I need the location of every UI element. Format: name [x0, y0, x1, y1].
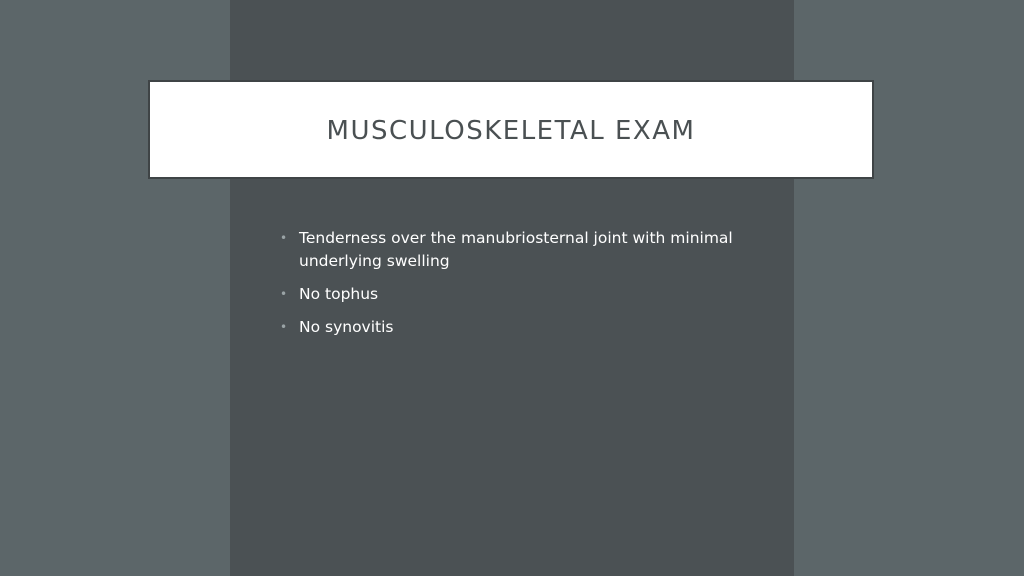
- bullet-item: [280, 316, 750, 339]
- bullet-text: Tenderness over the manubriosternal joint with minimal underlying swelling: [299, 229, 733, 270]
- bullet-text: No synovitis: [299, 318, 394, 336]
- bullet-marker-icon: •: [280, 287, 288, 301]
- bullet-marker-icon: •: [280, 231, 288, 245]
- bullet-item: [280, 283, 750, 306]
- bullet-text: No tophus: [299, 285, 379, 303]
- slide-title: MUSCULOSKELETAL EXAM: [326, 115, 696, 146]
- bullet-item: [280, 227, 750, 273]
- bullet-marker-icon: •: [280, 320, 288, 334]
- bullet-list: [280, 227, 750, 349]
- title-box: [148, 80, 874, 179]
